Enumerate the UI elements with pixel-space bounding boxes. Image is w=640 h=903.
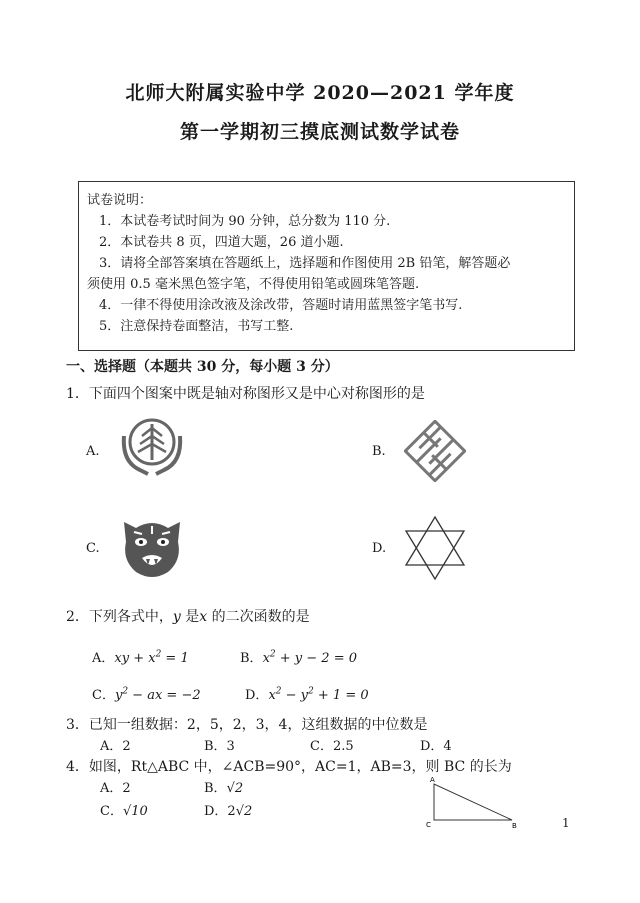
q4-option-b-formula: √2 (226, 781, 244, 796)
q2-option-a (92, 647, 189, 666)
instruction-item: 4．一律不得使用涂改液及涂改带，答题时请用蓝黑签字笔书写. (99, 298, 463, 313)
exam-subtitle: 第一学期初三摸底测试数学试卷 (179, 121, 460, 143)
q2-option-d (245, 684, 369, 703)
page-number: 1 (562, 816, 570, 830)
vertex-label-b: B (512, 822, 517, 830)
instruction-item: 3．请将全部答案填在答题纸上，选择题和作图使用 2B 铅笔，解答题必 (99, 256, 511, 271)
instruction-item: 2．本试卷共 8 页，四道大题，26 道小题. (99, 235, 344, 250)
question-2-mid: 是 (180, 609, 200, 625)
instruction-item: 须使用 0.5 毫米黑色签字笔，不得使用铅笔或圆珠笔答题. (87, 277, 420, 292)
q3-option-a: A．2 (100, 739, 131, 754)
q2-option-c (92, 684, 201, 703)
tiger-head-icon (116, 512, 188, 584)
q4-option-a: A．2 (100, 781, 131, 796)
q2-option-c-formula: $y^2$ − ax = −2 (114, 686, 201, 703)
hexagram-star-icon (402, 514, 468, 582)
q2-option-a-label: A． (92, 651, 115, 666)
q2-option-b-label: B． (240, 651, 263, 666)
q4-option-b-label: B． (204, 781, 227, 796)
q2-option-d-formula: $x^2 - y^2 + 1 = 0$ (268, 686, 369, 703)
q3-option-b: B．3 (204, 739, 235, 754)
instruction-item: 5．注意保持卷面整洁，书写工整. (99, 319, 294, 334)
q4-option-b (204, 777, 243, 796)
option-label-c: C. (86, 541, 100, 556)
question-2 (66, 606, 310, 626)
question-2-suffix: 的二次函数的是 (207, 609, 310, 625)
q2-option-b-formula: $x^2 + y - 2 = 0$ (262, 649, 357, 666)
q2-option-d-label: D． (245, 688, 269, 703)
option-label-b: B. (372, 444, 386, 459)
option-label-a: A. (86, 444, 100, 459)
swirl-pattern-icon (404, 420, 466, 482)
question-1: 1．下面四个图案中既是轴对称图形又是中心对称图形的是 (66, 386, 425, 402)
section-heading: 一、选择题（本题共 30 分，每小题 3 分） (66, 359, 339, 375)
right-triangle-figure (420, 774, 530, 832)
instruction-item: 1．本试卷考试时间为 90 分钟，总分数为 110 分. (99, 214, 391, 229)
q3-option-d: D．4 (420, 739, 452, 754)
question-4: 4．如图，Rt△ABC 中，∠ACB=90°，AC=1，AB=3，则 BC 的长为 (66, 759, 512, 775)
q2-option-b (240, 647, 357, 666)
q3-option-c: C．2.5 (310, 739, 354, 754)
q4-option-d (204, 800, 252, 819)
q4-option-c-label: C． (100, 804, 123, 819)
q2-option-c-label: C． (92, 688, 115, 703)
option-label-d: D. (372, 541, 387, 556)
vertex-label-a: A (430, 776, 435, 784)
tree-hands-emblem-icon (118, 412, 186, 478)
instructions-heading: 试卷说明： (87, 193, 153, 208)
question-2-prefix: 2．下列各式中， (66, 609, 173, 625)
vertex-label-c: C (426, 821, 431, 829)
q4-option-c-formula: √10 (122, 804, 148, 819)
question-3: 3．已知一组数据：2，5，2，3，4，这组数据的中位数是 (66, 717, 428, 733)
q4-option-d-label: D．2 (204, 804, 236, 819)
q2-option-a-formula: xy + $x^2 = 1$ (114, 649, 189, 666)
instructions-box (78, 181, 575, 351)
q4-option-c (100, 800, 148, 819)
exam-title: 北师大附属实验中学 2020—2021 学年度 (125, 82, 515, 104)
q4-option-d-formula: √2 (235, 804, 253, 819)
var-y: y (172, 609, 181, 625)
var-x: x (199, 609, 208, 625)
